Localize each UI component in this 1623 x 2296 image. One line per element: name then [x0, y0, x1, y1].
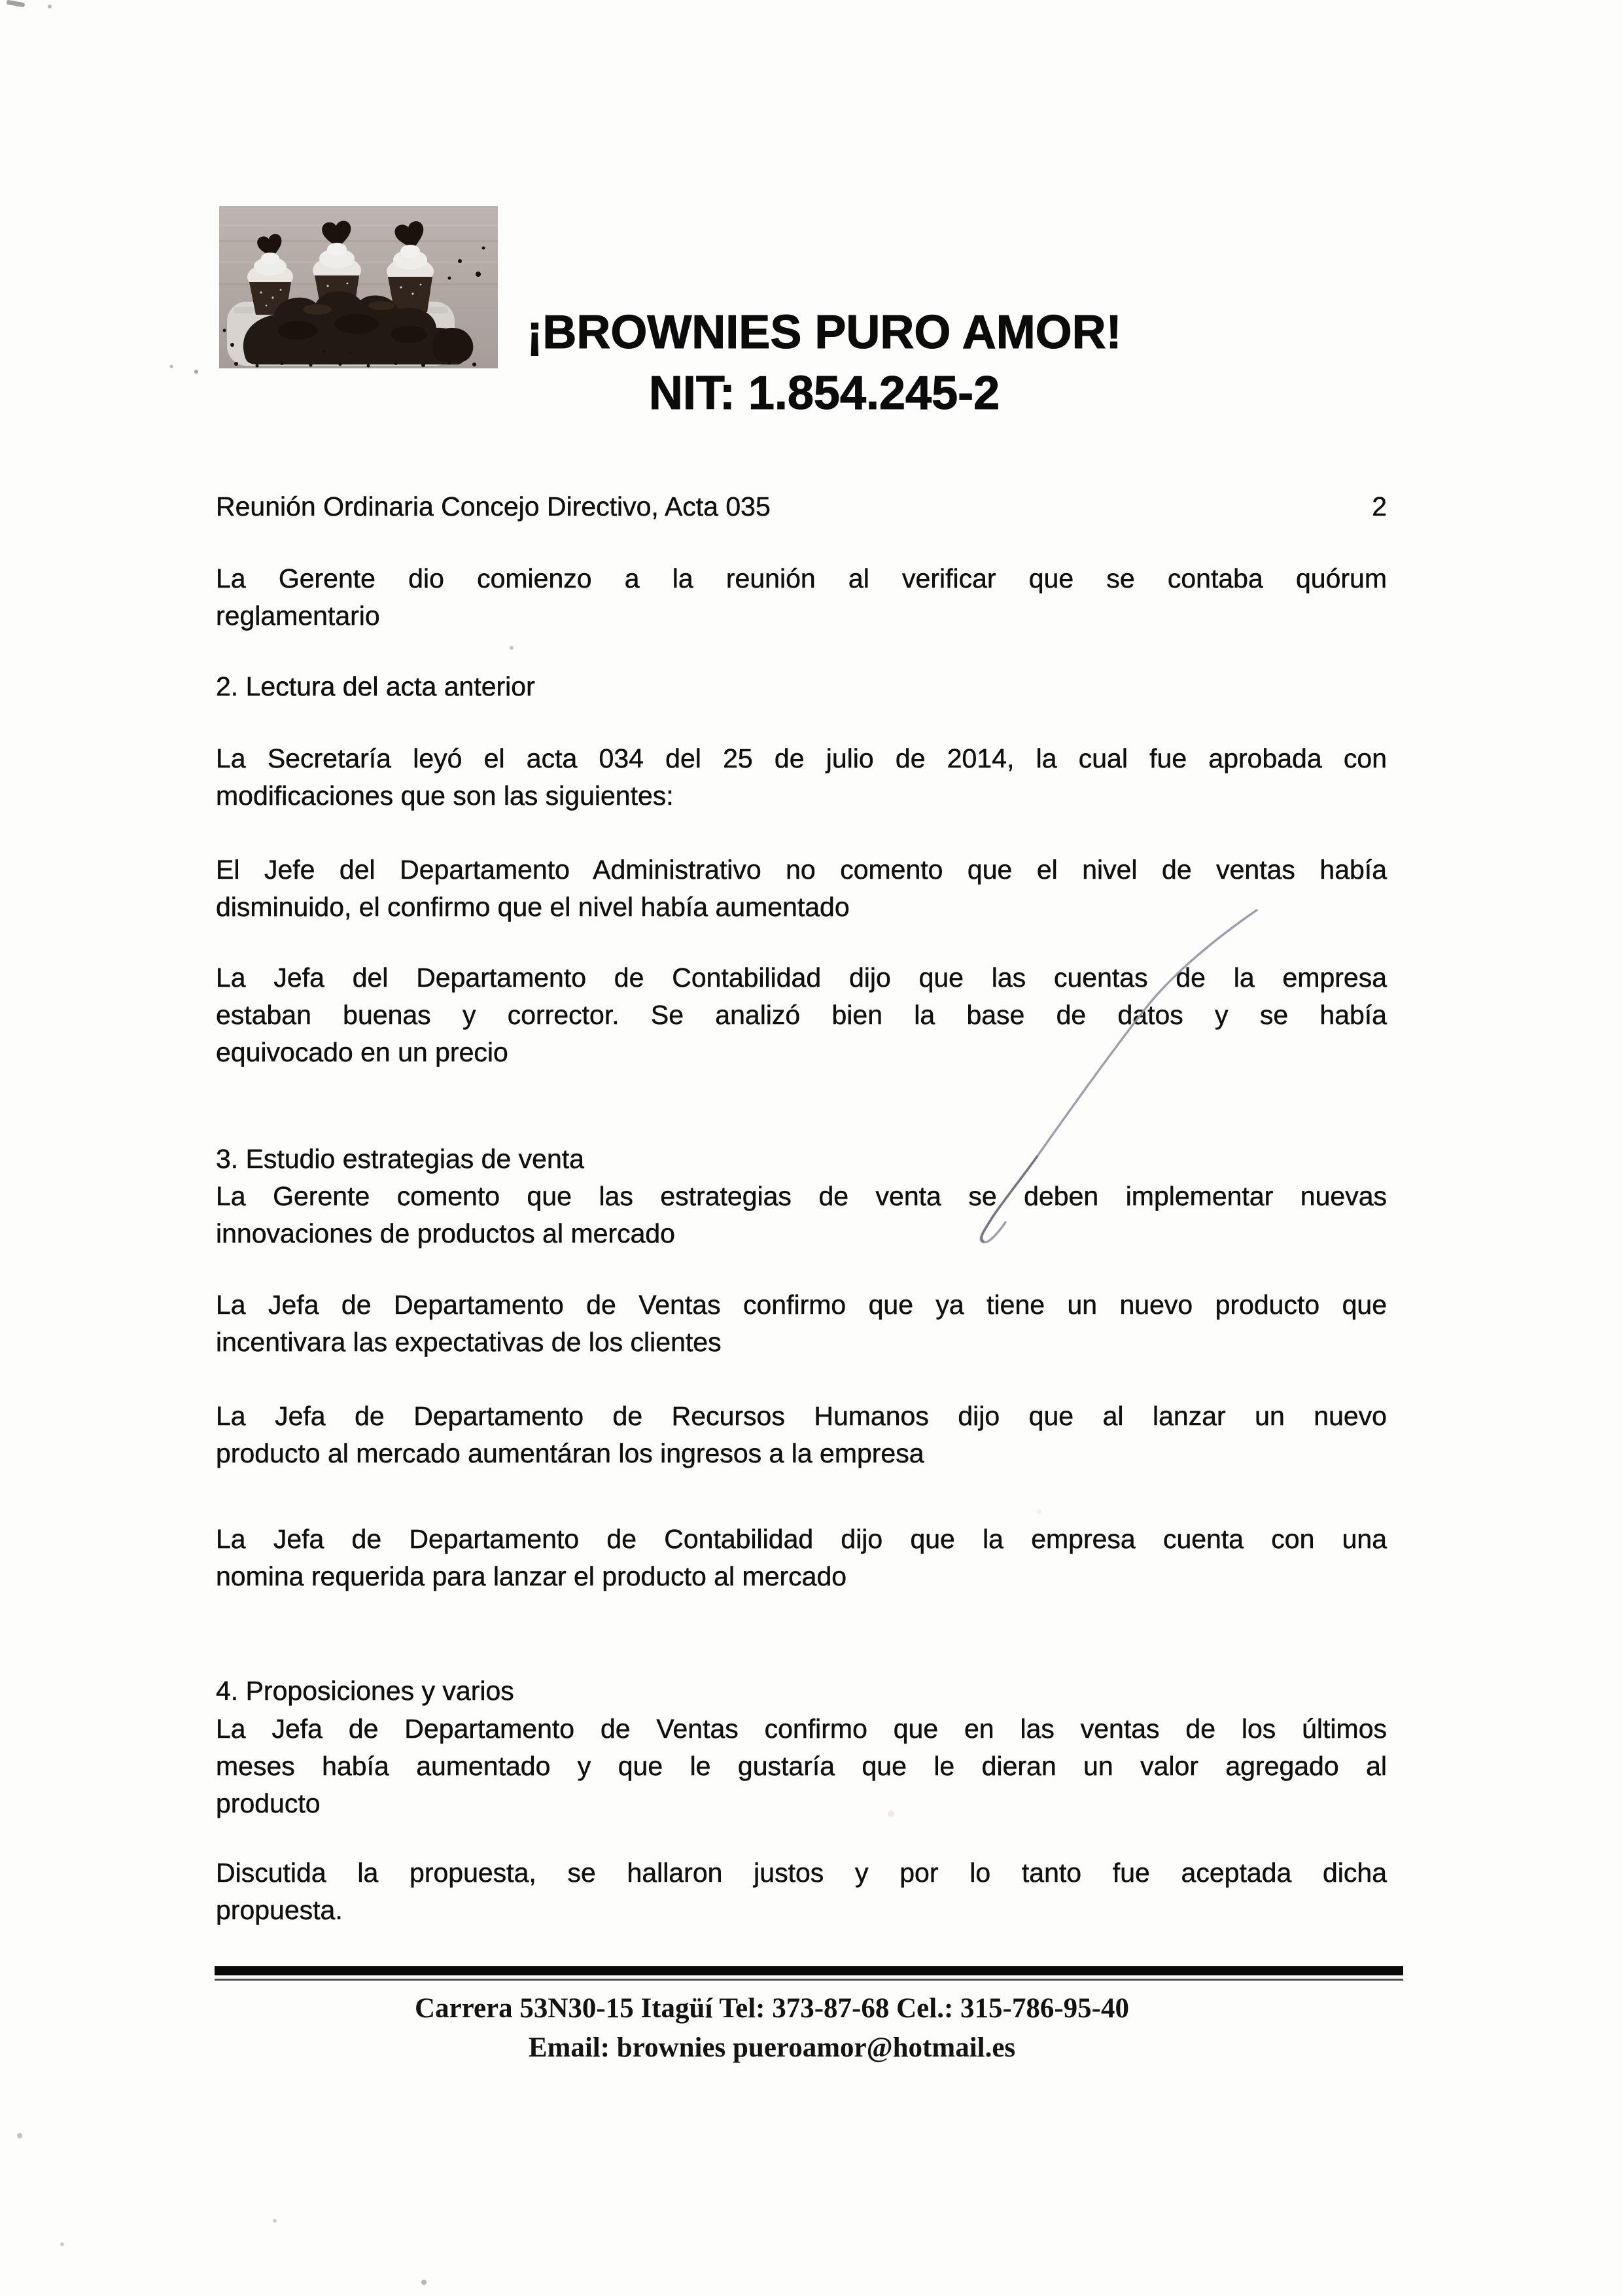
paragraph-line: La Jefa de Departamento de Ventas confirmo que en las ventas de los últimos	[216, 1714, 1387, 1744]
footer	[183, 1989, 1361, 2068]
section-heading-3: 3. Estudio estrategias de venta	[216, 1144, 584, 1174]
paragraph-line: La Jefa de Departamento de Recursos Humanos dijo que al lanzar un nuevo	[216, 1401, 1387, 1431]
paragraph-line: equivocado en un precio	[216, 1037, 508, 1067]
paragraph-line: innovaciones de productos al mercado	[216, 1218, 675, 1248]
paragraph-line: El Jefe del Departamento Administrativo no comento que el nivel de ventas había	[216, 855, 1387, 885]
paragraph-line: modificaciones que son las siguientes:	[216, 781, 674, 811]
letterhead	[510, 302, 1138, 424]
paragraph-propuesta-aceptada	[216, 1854, 1387, 1929]
paragraph-line: La Jefa de Departamento de Contabilidad dijo que la empresa cuenta con una	[216, 1524, 1387, 1554]
section-heading-2: 2. Lectura del acta anterior	[216, 671, 535, 701]
meeting-header	[216, 488, 1387, 525]
paragraph-line: meses había aumentado y que le gustaría que le dieran un valor agregado al	[216, 1751, 1387, 1781]
paragraph-jefe-administrativo	[216, 851, 1387, 926]
paragraph-line: nomina requerida para lanzar el producto al mercado	[216, 1561, 847, 1591]
paragraph-quorum	[216, 560, 1387, 635]
paragraph-line: Discutida la propuesta, se hallaron justos y por lo tanto fue aceptada dicha	[216, 1858, 1387, 1888]
company-nit: NIT: 1.854.245-2	[648, 367, 1000, 419]
paragraph-acta-anterior	[216, 740, 1387, 815]
paragraph-line: La Jefa de Departamento de Ventas confirmo que ya tiene un nuevo producto que	[216, 1290, 1387, 1320]
paragraph-proposiciones	[216, 1710, 1387, 1822]
paragraph-line: reglamentario	[216, 601, 380, 631]
footer-email: Email: brownies pueroamor@hotmail.es	[528, 2032, 1016, 2063]
paragraph-contabilidad-nomina	[216, 1521, 1387, 1595]
paragraph-recursos-humanos	[216, 1398, 1387, 1472]
meeting-title: Reunión Ordinaria Concejo Directivo, Acta 035	[216, 491, 771, 521]
paragraph-line: propuesta.	[216, 1895, 343, 1925]
paragraph-line: producto al mercado aumentáran los ingresos a la empresa	[216, 1438, 924, 1468]
paragraph-line: La Secretaría leyó el acta 034 del 25 de julio de 2014, la cual fue aprobada con	[216, 743, 1387, 773]
paragraph-line: La Jefa del Departamento de Contabilidad dijo que las cuentas de la empresa	[216, 963, 1387, 993]
paragraph-contabilidad-cuentas	[216, 959, 1387, 1071]
paragraph-line: La Gerente comento que las estrategias de venta se deben implementar nuevas	[216, 1181, 1387, 1211]
paragraph-line: La Gerente dio comienzo a la reunión al verificar que se contaba quórum	[216, 563, 1387, 593]
page-number: 2	[1372, 491, 1387, 521]
brownies-photo	[219, 206, 498, 368]
paragraph-line: estaban buenas y corrector. Se analizó bien la base de datos y se había	[216, 1000, 1387, 1030]
company-title: ¡BROWNIES PURO AMOR!	[527, 306, 1122, 359]
section-heading-4: 4. Proposiciones y varios	[216, 1676, 514, 1706]
footer-address: Carrera 53N30-15 Itagüí Tel: 373-87-68 Cel.: 315-786-95-40	[415, 1993, 1129, 2024]
paragraph-ventas-producto	[216, 1286, 1387, 1361]
paragraph-estrategias	[216, 1178, 1387, 1252]
paragraph-line: producto	[216, 1788, 321, 1818]
paragraph-line: disminuido, el confirmo que el nivel había aumentado	[216, 892, 850, 922]
footer-divider	[215, 1966, 1403, 1981]
paragraph-line: incentivara las expectativas de los clientes	[216, 1327, 722, 1357]
